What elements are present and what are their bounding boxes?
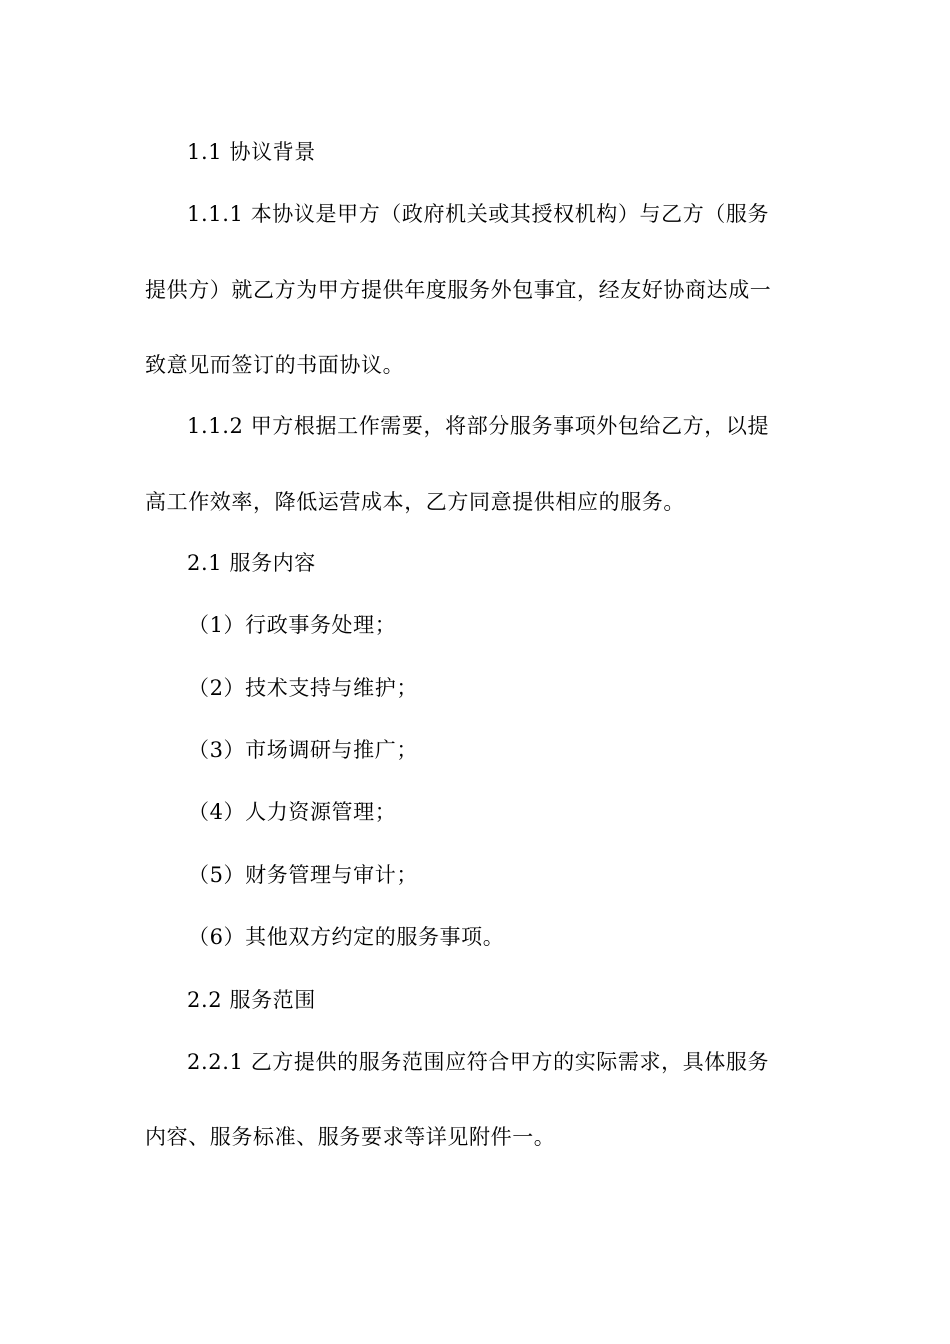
list-item: （5）财务管理与审计；: [188, 863, 418, 887]
paragraph-1-1-2-line-2: 高工作效率，降低运营成本，乙方同意提供相应的服务。: [145, 490, 685, 514]
paragraph-1-1-1-line-3: 致意见而签订的书面协议。: [145, 353, 405, 377]
section-heading-1-1: 1.1 协议背景: [187, 140, 316, 164]
paragraph-1-1-2-line-1: 1.1.2 甲方根据工作需要，将部分服务事项外包给乙方，以提: [187, 414, 770, 438]
list-item: （6）其他双方约定的服务事项。: [188, 925, 505, 949]
paragraph-2-2-1-line-1: 2.2.1 乙方提供的服务范围应符合甲方的实际需求，具体服务: [187, 1050, 770, 1074]
paragraph-2-2-1-line-2: 内容、服务标准、服务要求等详见附件一。: [145, 1125, 556, 1149]
paragraph-1-1-1-line-2: 提供方）就乙方为甲方提供年度服务外包事宜，经友好协商达成一: [145, 278, 772, 302]
section-heading-2-2: 2.2 服务范围: [187, 988, 316, 1012]
list-item: （1）行政事务处理；: [188, 613, 397, 637]
list-item: （2）技术支持与维护；: [188, 676, 418, 700]
section-heading-2-1: 2.1 服务内容: [187, 551, 316, 575]
list-item: （3）市场调研与推广；: [188, 738, 418, 762]
paragraph-1-1-1-line-1: 1.1.1 本协议是甲方（政府机关或其授权机构）与乙方（服务: [187, 202, 770, 226]
list-item: （4）人力资源管理；: [188, 800, 397, 824]
